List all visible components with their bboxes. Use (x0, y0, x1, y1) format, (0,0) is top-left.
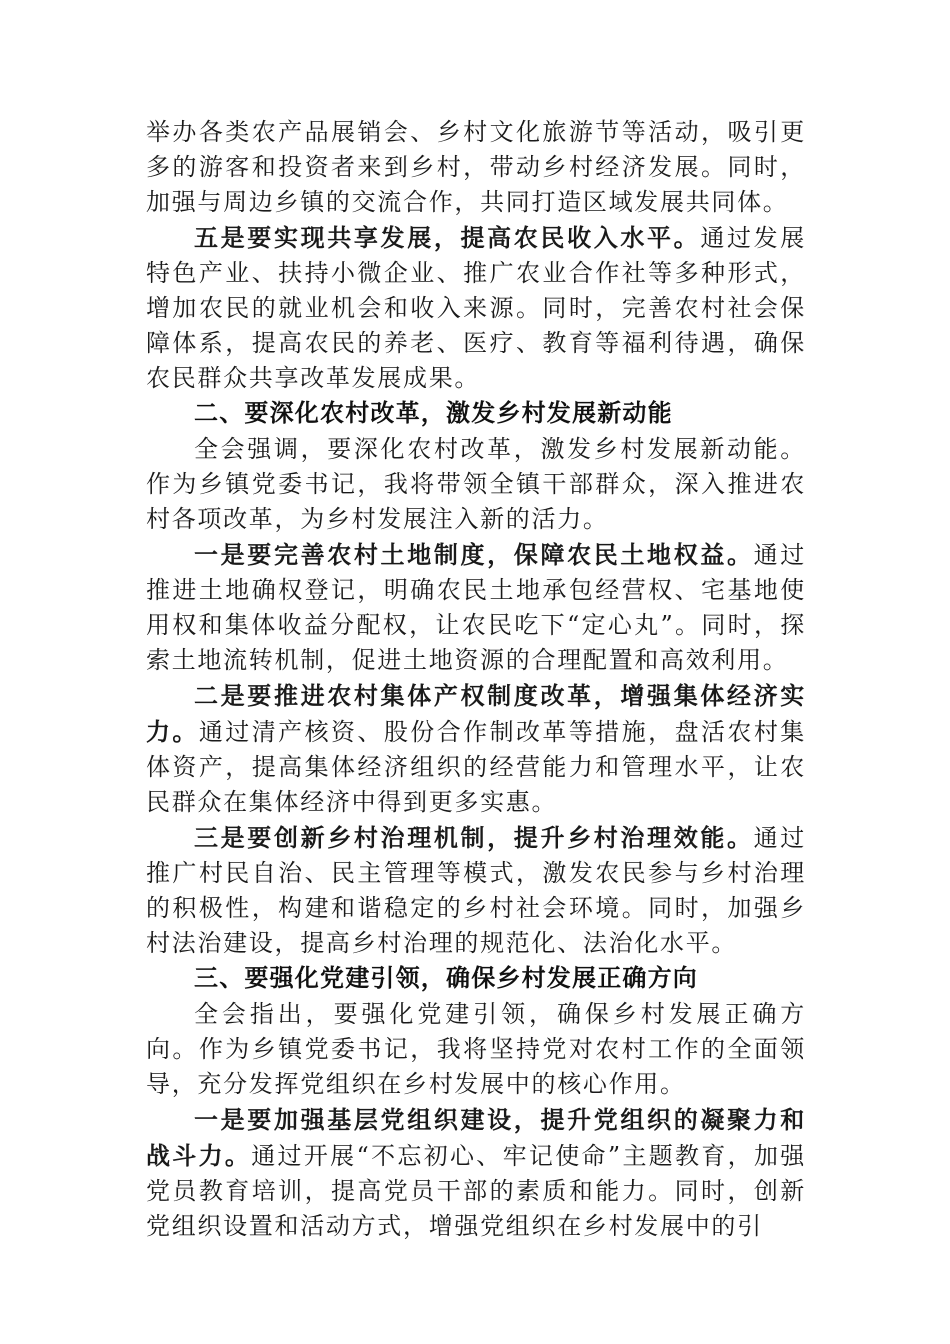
paragraph-body: 举办各类农产品展销会、乡村文化旅游节等活动，吸引更多的游客和投资者来到乡村，带动乡村经济发展。同时，加强与周边乡镇的交流合作，共同打造区域发展共同体。 (146, 118, 806, 216)
paragraph-party-intro (146, 996, 806, 1102)
paragraph-body: 全会指出，要强化党建引领，确保乡村发展正确方向。作为乡镇党委书记，我将坚持党对农村工作的全面领导，充分发挥党组织在乡村发展中的核心作用。 (146, 1000, 806, 1098)
paragraph-reform-intro (146, 431, 806, 537)
paragraph-rural-governance (146, 820, 806, 961)
paragraph-body: 通过发展特色产业、扶持小微企业、推广农业合作社等多种形式，增加农民的就业机会和收入来源。同时，完善农村社会保障体系，提高农民的养老、医疗、教育等福利待遇，确保农民群众共享改革发展成果。 (146, 224, 806, 392)
paragraph-lead: 五是要实现共享发展，提高农民收入水平。 (194, 223, 701, 252)
paragraph-body: 通过推进土地确权登记，明确农民土地承包经营权、宅基地使用权和集体收益分配权，让农民吃下“定心丸”。同时，探索土地流转机制，促进土地资源的合理配置和高效利用。 (146, 541, 806, 674)
section-heading-party-building: 三、要强化党建引领，确保乡村发展正确方向 (194, 964, 698, 992)
paragraph-collective-property (146, 678, 806, 820)
paragraph-lead: 二是要推进农村集体产权制度改革，增强集体经济实力。 (146, 681, 806, 746)
paragraph-land-system (146, 537, 806, 678)
paragraph-shared-development (146, 220, 806, 396)
paragraph-body: 通过清产核资、股份合作制改革等措施，盘活农村集体资产，提高集体经济组织的经营能力和管理水平，让农民群众在集体经济中得到更多实惠。 (146, 718, 806, 816)
section-heading-rural-reform: 二、要深化农村改革，激发乡村发展新动能 (194, 399, 673, 427)
document-page (146, 114, 806, 1244)
paragraph-grassroots-party (146, 1102, 806, 1244)
paragraph-lead: 一是要加强基层党组织建设，提升党组织的凝聚力和战斗力。 (146, 1105, 806, 1170)
paragraph-body: 通过推广村民自治、民主管理等模式，激发农民参与乡村治理的积极性，构建和谐稳定的乡村社会环境。同时，加强乡村法治建设，提高乡村治理的规范化、法治化水平。 (146, 824, 806, 957)
paragraph-body: 全会强调，要深化农村改革，激发乡村发展新动能。作为乡镇党委书记，我将带领全镇干部群众，深入推进农村各项改革，为乡村发展注入新的活力。 (146, 435, 806, 533)
paragraph-lead: 三是要创新乡村治理机制，提升乡村治理效能。 (194, 823, 754, 852)
paragraph-continued (146, 114, 806, 220)
paragraph-body: 通过开展“不忘初心、牢记使命”主题教育，加强党员教育培训，提高党员干部的素质和能力。同时，创新党组织设置和活动方式，增强党组织在乡村发展中的引 (146, 1142, 806, 1240)
paragraph-lead: 一是要完善农村土地制度，保障农民土地权益。 (194, 540, 754, 569)
